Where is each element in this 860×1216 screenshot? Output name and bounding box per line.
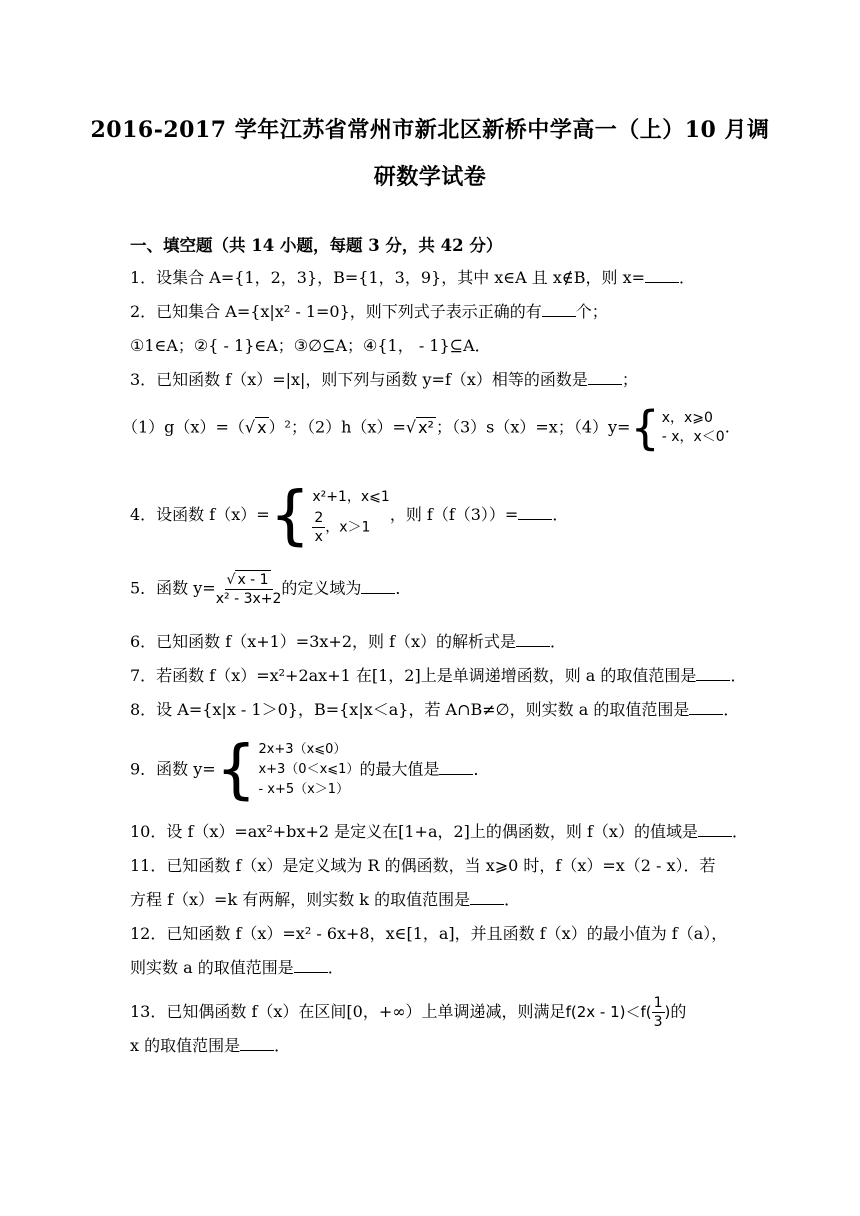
answer-blank [518,505,552,520]
question-13-line1: 13．已知偶函数 f（x）在区间[0，+∞）上单调递减，则满足f(2x - 1)＜f( $\frac{1}{3}$ )的 [130,995,687,1030]
question-2: 2．已知集合 A={x|x² - 1=0}，则下列式子表示正确的有 个； [130,302,608,321]
question-1: 1．设集合 A={1，2，3}，B={1，3，9}，其中 x∈A 且 x∉B，则 x= ． [130,268,696,287]
answer-blank [689,700,723,715]
question-8: 8．设 A={x|x - 1＞0}，B={x|x＜a}，若 A∩B≠∅，则实数 a 的取值范围是 ． [130,700,740,719]
question-7: 7．若函数 f（x）=x²+2ax+1 在[1，2]上是单调递增函数，则 a 的取值范围是 ． [130,666,747,685]
fraction: $\frac{2}{x}$ [314,510,324,545]
answer-blank [240,1036,274,1051]
sqrt-sign: √ [244,417,256,437]
question-11-line1: 11．已知函数 f（x）是定义域为 R 的偶函数，当 x⩾0 时，f（x）=x（2 - x）．若 [130,856,716,875]
question-11-line2: 方程 f（x）=k 有两解，则实数 k 的取值范围是 ． [130,890,521,909]
piecewise-function: { x，x⩾0 - x，x＜0 [630,401,725,455]
exam-title-line1: 2016-2017 学年江苏省常州市新北区新桥中学高一（上）10 月调 [90,117,770,143]
fraction: $\frac{1}{3}$ [653,995,663,1030]
piecewise-function: { x²+1，x⩽1 $\frac{2}{x}$ ，x＞1 [269,478,390,553]
question-6: 6．已知函数 f（x+1）=3x+2，则 f（x）的解析式是 ． [130,632,567,651]
question-10: 10．设 f（x）=ax²+bx+2 是定义在[1+a，2]上的偶函数，则 f（x）的值域是 ． [130,822,748,841]
question-12-line1: 12．已知函数 f（x）=x² - 6x+8，x∈[1，a]，并且函数 f（x）的最小值为 f（a）， [130,924,728,943]
answer-blank [645,268,679,283]
question-9: 9．函数 y= { 2x+3（x⩽0） x+3（0＜x⩽1） - x+5（x＞1） 的最大值是 ． [130,733,490,807]
section-heading: 一、填空题（共 14 小题，每题 3 分，共 42 分） [130,236,503,255]
brace-symbol: { [269,478,311,553]
answer-blank [439,760,473,775]
question-12-line2: 则实数 a 的取值范围是 ． [130,958,344,977]
brace-symbol: { [630,401,660,455]
question-13-line2: x 的取值范围是 ． [130,1036,291,1055]
answer-blank [361,579,395,594]
answer-blank [516,632,550,647]
question-4: 4．设函数 f（x）= { x²+1，x⩽1 $\frac{2}{x}$ ，x＞1 ，则 f（f（3））= ． [130,478,569,553]
brace-symbol: { [215,733,257,807]
question-3-options: （1）g（x）=（√ x ）²；（2）h（x）=√ x² ；（3）s（x）=x；（4）y= { x，x⩾0 - x，x＜0 . [122,401,730,455]
fraction: $\frac{√ x - 1}{\text{x² - 3x+2}}$ [215,572,282,607]
question-2-options: ①1∈A；②{ - 1}∈A；③∅⊆A；④{1， - 1}⊆A． [130,336,491,355]
answer-blank [698,822,732,837]
answer-blank [542,302,576,317]
answer-blank [470,890,504,905]
answer-blank [294,958,328,973]
piecewise-function: { 2x+3（x⩽0） x+3（0＜x⩽1） - x+5（x＞1） [215,733,360,807]
question-3: 3．已知函数 f（x）=|x|，则下列与函数 y=f（x）相等的函数是 ； [130,370,638,389]
answer-blank [696,666,730,681]
question-5: 5．函数 y= $\frac{√ x - 1}{\text{x² - 3x+2}}$ 的定义域为 ． [130,572,412,607]
exam-title-line2: 研数学试卷 [373,164,487,190]
answer-blank [588,370,622,385]
sqrt-sign: √ [405,417,417,437]
